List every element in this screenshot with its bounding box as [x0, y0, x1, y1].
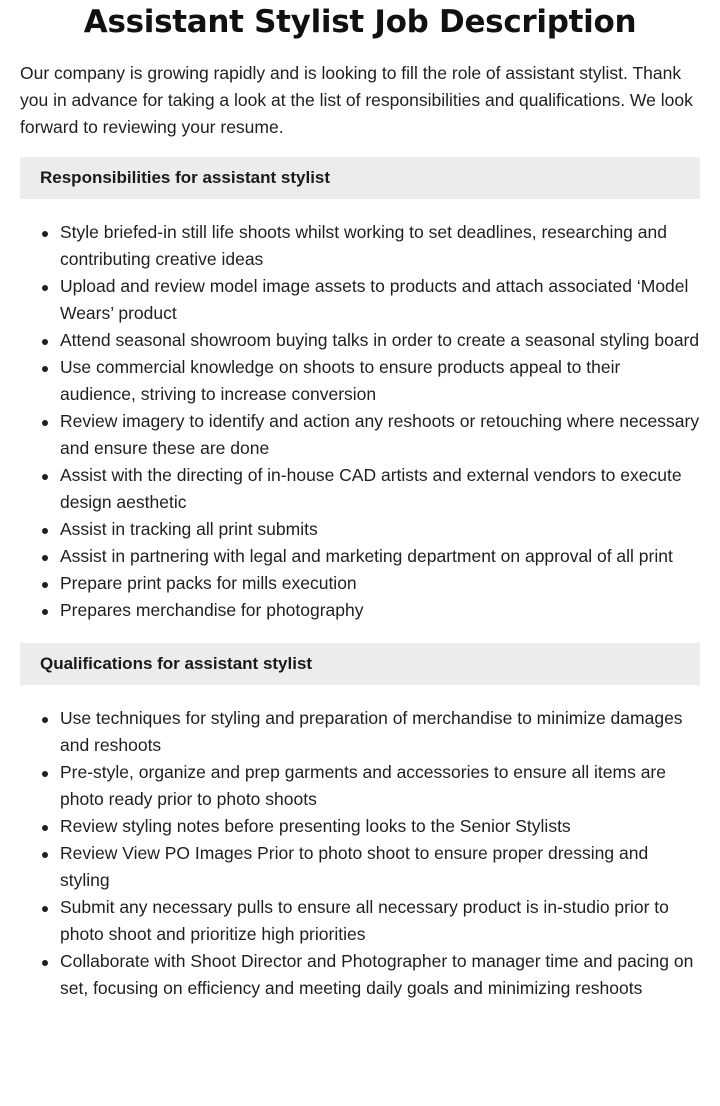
list-item: Attend seasonal showroom buying talks in order to create a seasonal styling board — [20, 327, 700, 354]
list-item: Prepare print packs for mills execution — [20, 570, 700, 597]
list-item: Review styling notes before presenting looks to the Senior Stylists — [20, 813, 700, 840]
list-item: Style briefed-in still life shoots whilst working to set deadlines, researching and contributing creative ideas — [20, 219, 700, 273]
responsibilities-list — [20, 219, 700, 624]
list-item: Upload and review model image assets to products and attach associated ‘Model Wears’ product — [20, 273, 700, 327]
list-item: Review View PO Images Prior to photo shoot to ensure proper dressing and styling — [20, 840, 700, 894]
list-item: Prepares merchandise for photography — [20, 597, 700, 624]
list-item: Collaborate with Shoot Director and Photographer to manager time and pacing on set, focusing on efficiency and meeting daily goals and minimizing reshoots — [20, 948, 700, 1002]
list-item: Pre-style, organize and prep garments and accessories to ensure all items are photo ready prior to photo shoots — [20, 759, 700, 813]
list-item: Submit any necessary pulls to ensure all necessary product is in-studio prior to photo shoot and prioritize high priorities — [20, 894, 700, 948]
list-item: Assist with the directing of in-house CAD artists and external vendors to execute design aesthetic — [20, 462, 700, 516]
list-item: Assist in tracking all print submits — [20, 516, 700, 543]
responsibilities-header: Responsibilities for assistant stylist — [20, 157, 700, 199]
list-item: Use techniques for styling and preparation of merchandise to minimize damages and reshoots — [20, 705, 700, 759]
list-item: Assist in partnering with legal and marketing department on approval of all print — [20, 543, 700, 570]
list-item: Use commercial knowledge on shoots to ensure products appeal to their audience, striving to increase conversion — [20, 354, 700, 408]
page-title: Assistant Stylist Job Description — [83, 4, 637, 40]
qualifications-list — [20, 705, 700, 1002]
qualifications-header: Qualifications for assistant stylist — [20, 643, 700, 685]
list-item: Review imagery to identify and action any reshoots or retouching where necessary and ensure these are done — [20, 408, 700, 462]
intro-paragraph: Our company is growing rapidly and is looking to fill the role of assistant stylist. Thank you in advance for taking a look at the list of responsibilities and qualifications. We look forward to reviewing your resume. — [20, 63, 693, 137]
